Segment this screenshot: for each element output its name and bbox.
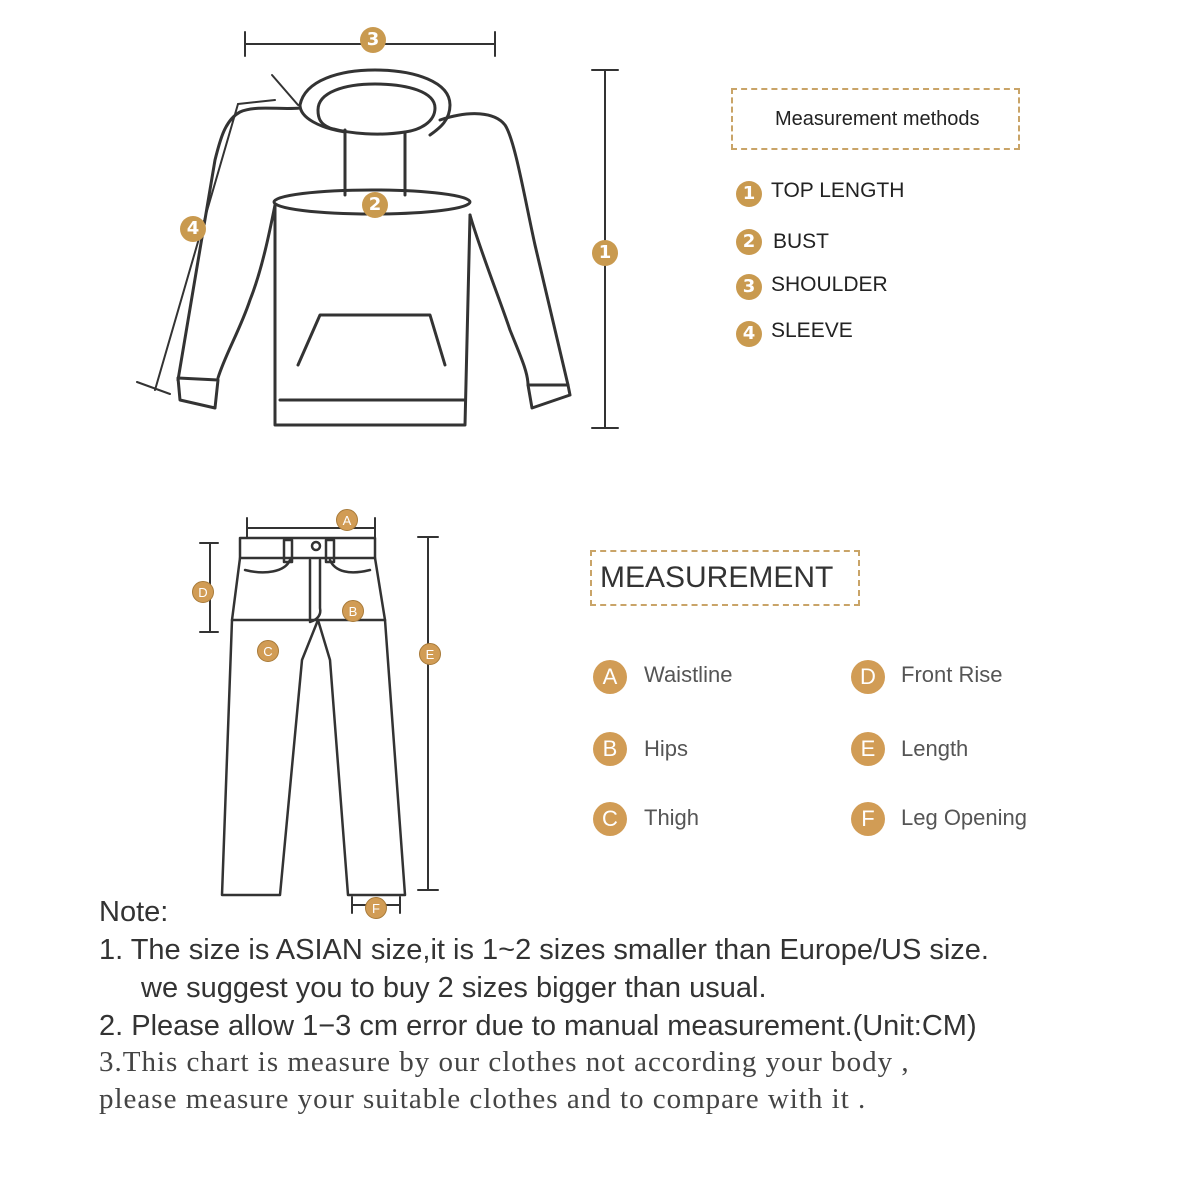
legend-label-leg-opening: Leg Opening — [901, 805, 1027, 830]
note-line-2: we suggest you to buy 2 sizes bigger than usual. — [141, 972, 767, 1004]
measurement-methods-title: Measurement methods — [775, 108, 980, 130]
note-heading: Note: — [99, 896, 169, 928]
marker-d-front-rise: D — [192, 581, 214, 603]
marker-e-length: E — [419, 643, 441, 665]
legend-label-front-rise: Front Rise — [901, 662, 1003, 687]
legend-label-waistline: Waistline — [644, 662, 733, 687]
note-line-4: 3.This chart is measure by our clothes not according your body , — [99, 1046, 910, 1078]
legend-label-top-length: TOP LENGTH — [771, 179, 905, 202]
legend-label-length: Length — [901, 736, 969, 761]
legend-letter-a: A — [593, 660, 627, 694]
marker-4-sleeve: 4 — [180, 216, 206, 242]
legend-letter-f: F — [851, 802, 885, 836]
legend-letter-c: C — [593, 802, 627, 836]
note-line-1: 1. The size is ASIAN size,it is 1~2 sizes smaller than Europe/US size. — [99, 934, 989, 966]
legend-letter-e: E — [851, 732, 885, 766]
legend-letter-d: D — [851, 660, 885, 694]
hoodie-illustration — [178, 70, 570, 425]
legend-label-sleeve: SLEEVE — [771, 319, 853, 342]
legend-letter-b: B — [593, 732, 627, 766]
legend-label-bust: BUST — [773, 230, 830, 253]
marker-f-leg-opening: F — [365, 897, 387, 919]
marker-2-bust: 2 — [362, 192, 388, 218]
marker-a-waistline: A — [336, 509, 358, 531]
note-line-5: please measure your suitable clothes and to compare with it . — [99, 1083, 867, 1115]
marker-c-thigh: C — [257, 640, 279, 662]
legend-num-4: 4 — [736, 321, 762, 347]
legend-num-1: 1 — [736, 181, 762, 207]
hoodie-measure-lines — [137, 32, 618, 428]
measurement-title: MEASUREMENT — [600, 561, 834, 594]
marker-b-hips: B — [342, 600, 364, 622]
legend-label-hips: Hips — [644, 736, 689, 761]
note-line-3: 2. Please allow 1−3 cm error due to manual measurement.(Unit:CM) — [99, 1010, 977, 1042]
marker-3-shoulder: 3 — [360, 27, 386, 53]
legend-num-2: 2 — [736, 229, 762, 255]
pants-illustration — [222, 538, 405, 895]
legend-num-3: 3 — [736, 274, 762, 300]
legend-label-thigh: Thigh — [644, 805, 700, 830]
marker-1-top-length: 1 — [592, 240, 618, 266]
legend-label-shoulder: SHOULDER — [771, 273, 888, 296]
